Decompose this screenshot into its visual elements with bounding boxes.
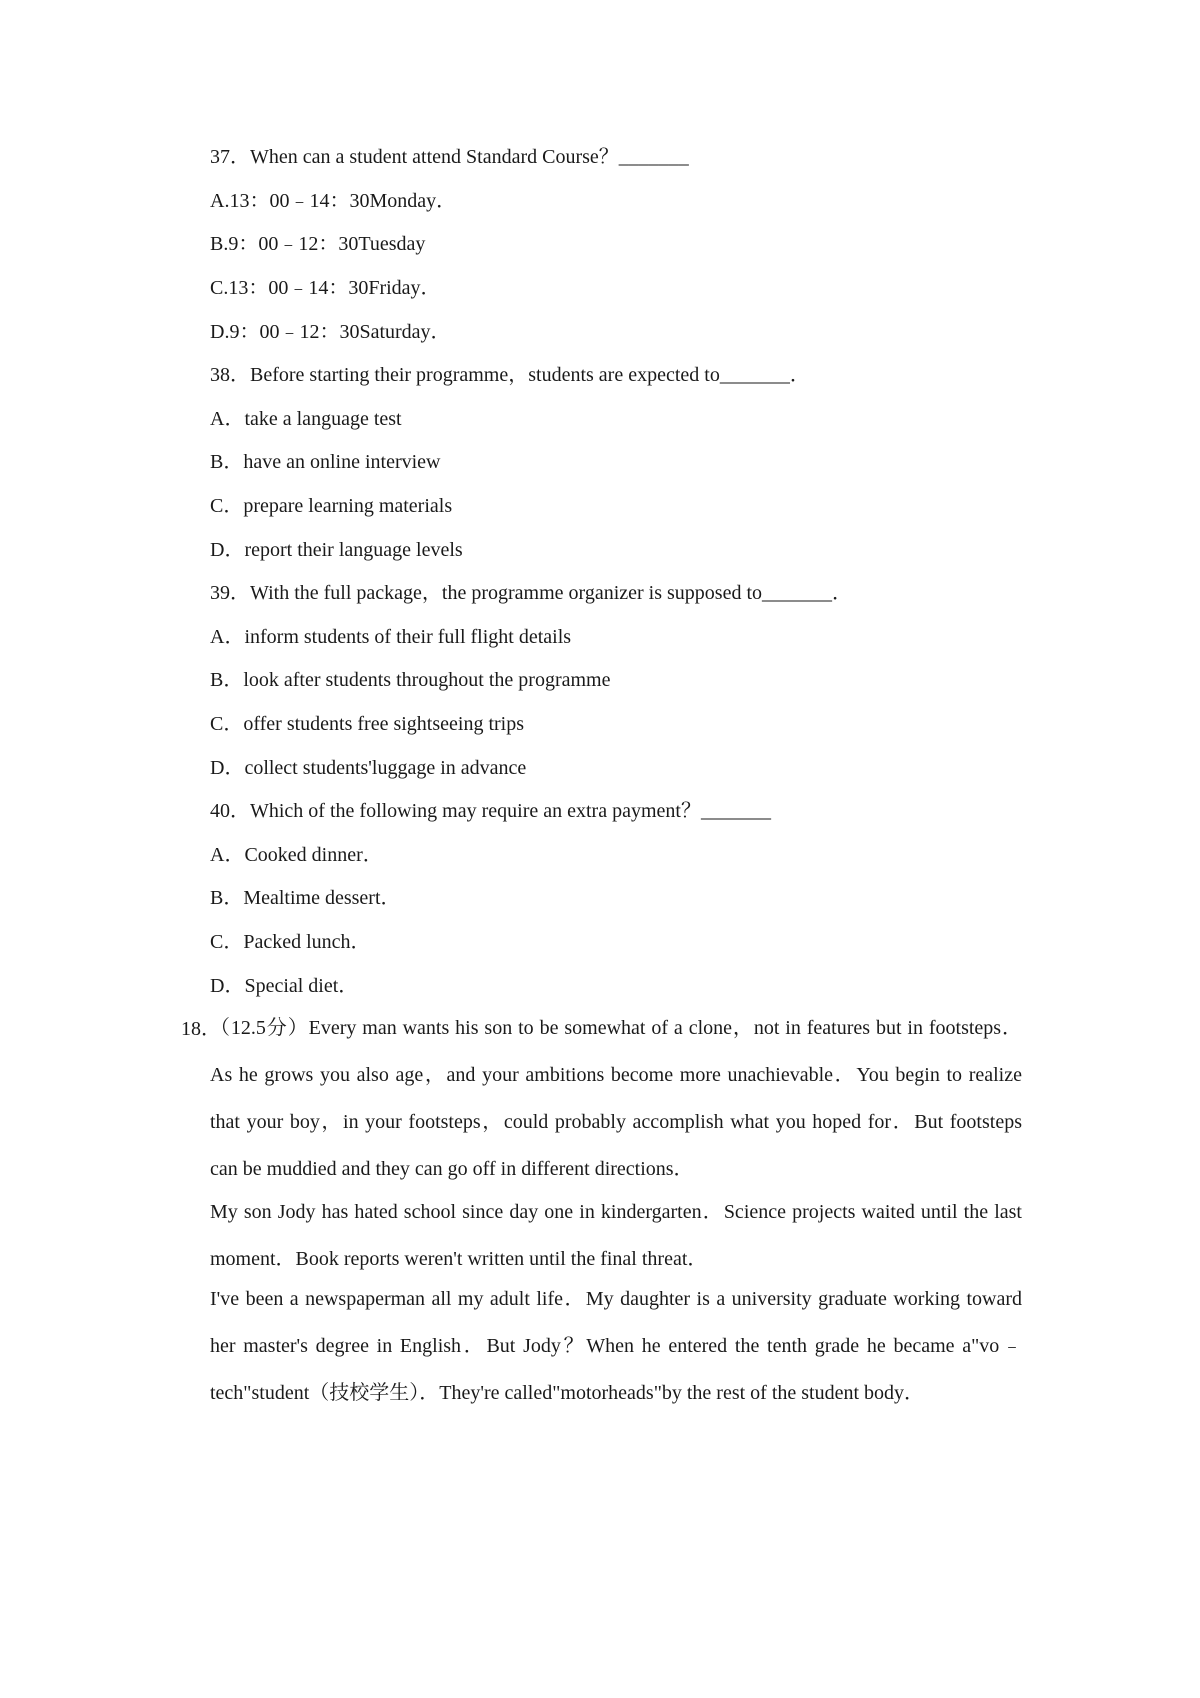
question-38-stem: 38．Before starting their programme，students are expected to_______． bbox=[210, 364, 810, 386]
passage-paragraph-3: I've been a newspaperman all my adult life．My daughter is a university graduate working toward her master's degree in English．But Jody？When he entered the tenth grade he became a"vo﹣tech"student（技校学生）．They're called"motorheads"by the rest of the student body． bbox=[210, 1288, 1022, 1404]
question-40-option-d: D．Special diet． bbox=[210, 975, 359, 997]
question-39-option-d: D．collect students'luggage in advance bbox=[210, 757, 527, 779]
question-38-option-c: C．prepare learning materials bbox=[210, 495, 453, 517]
question-39-option-b: B．look after students throughout the programme bbox=[210, 669, 611, 691]
question-38-option-b: B．have an online interview bbox=[210, 451, 441, 473]
question-37-option-b: B.9：00﹣12：30Tuesday bbox=[210, 233, 426, 255]
question-40-option-a: A．Cooked dinner． bbox=[210, 844, 383, 866]
question-38-option-d: D．report their language levels bbox=[210, 539, 463, 561]
question-37-option-d: D.9：00﹣12：30Saturday． bbox=[210, 321, 451, 343]
question-37-option-c: C.13：00﹣14：30Friday． bbox=[210, 277, 441, 299]
question-37-option-a: A.13：00﹣14：30Monday． bbox=[210, 190, 457, 212]
question-39-option-a: A．inform students of their full flight details bbox=[210, 626, 572, 648]
question-40-option-c: C．Packed lunch． bbox=[210, 931, 371, 953]
question-37-stem: 37．When can a student attend Standard Course？_______ bbox=[210, 146, 689, 168]
question-40-option-b: B．Mealtime dessert． bbox=[210, 887, 401, 909]
question-39-stem: 39．With the full package，the programme organizer is supposed to_______． bbox=[210, 582, 853, 604]
question-39-option-c: C．offer students free sightseeing trips bbox=[210, 713, 525, 735]
passage-number: 18． bbox=[181, 1018, 221, 1040]
passage-paragraph-1: （12.5分）Every man wants his son to be somewhat of a clone，not in features but in footsteps．As he grows you also age，and your ambitions become more unachievable．You begin to realize that your boy，in your footsteps，could probably accomplish what you hoped for．But footsteps can be muddied and they can go off in different directions． bbox=[210, 1017, 1022, 1180]
question-40-stem: 40．Which of the following may require an extra payment？_______ bbox=[210, 800, 771, 822]
question-38-option-a: A．take a language test bbox=[210, 408, 402, 430]
passage-paragraph-2: My son Jody has hated school since day one in kindergarten．Science projects waited until the last moment．Book reports weren't written until the final threat． bbox=[210, 1201, 1022, 1270]
